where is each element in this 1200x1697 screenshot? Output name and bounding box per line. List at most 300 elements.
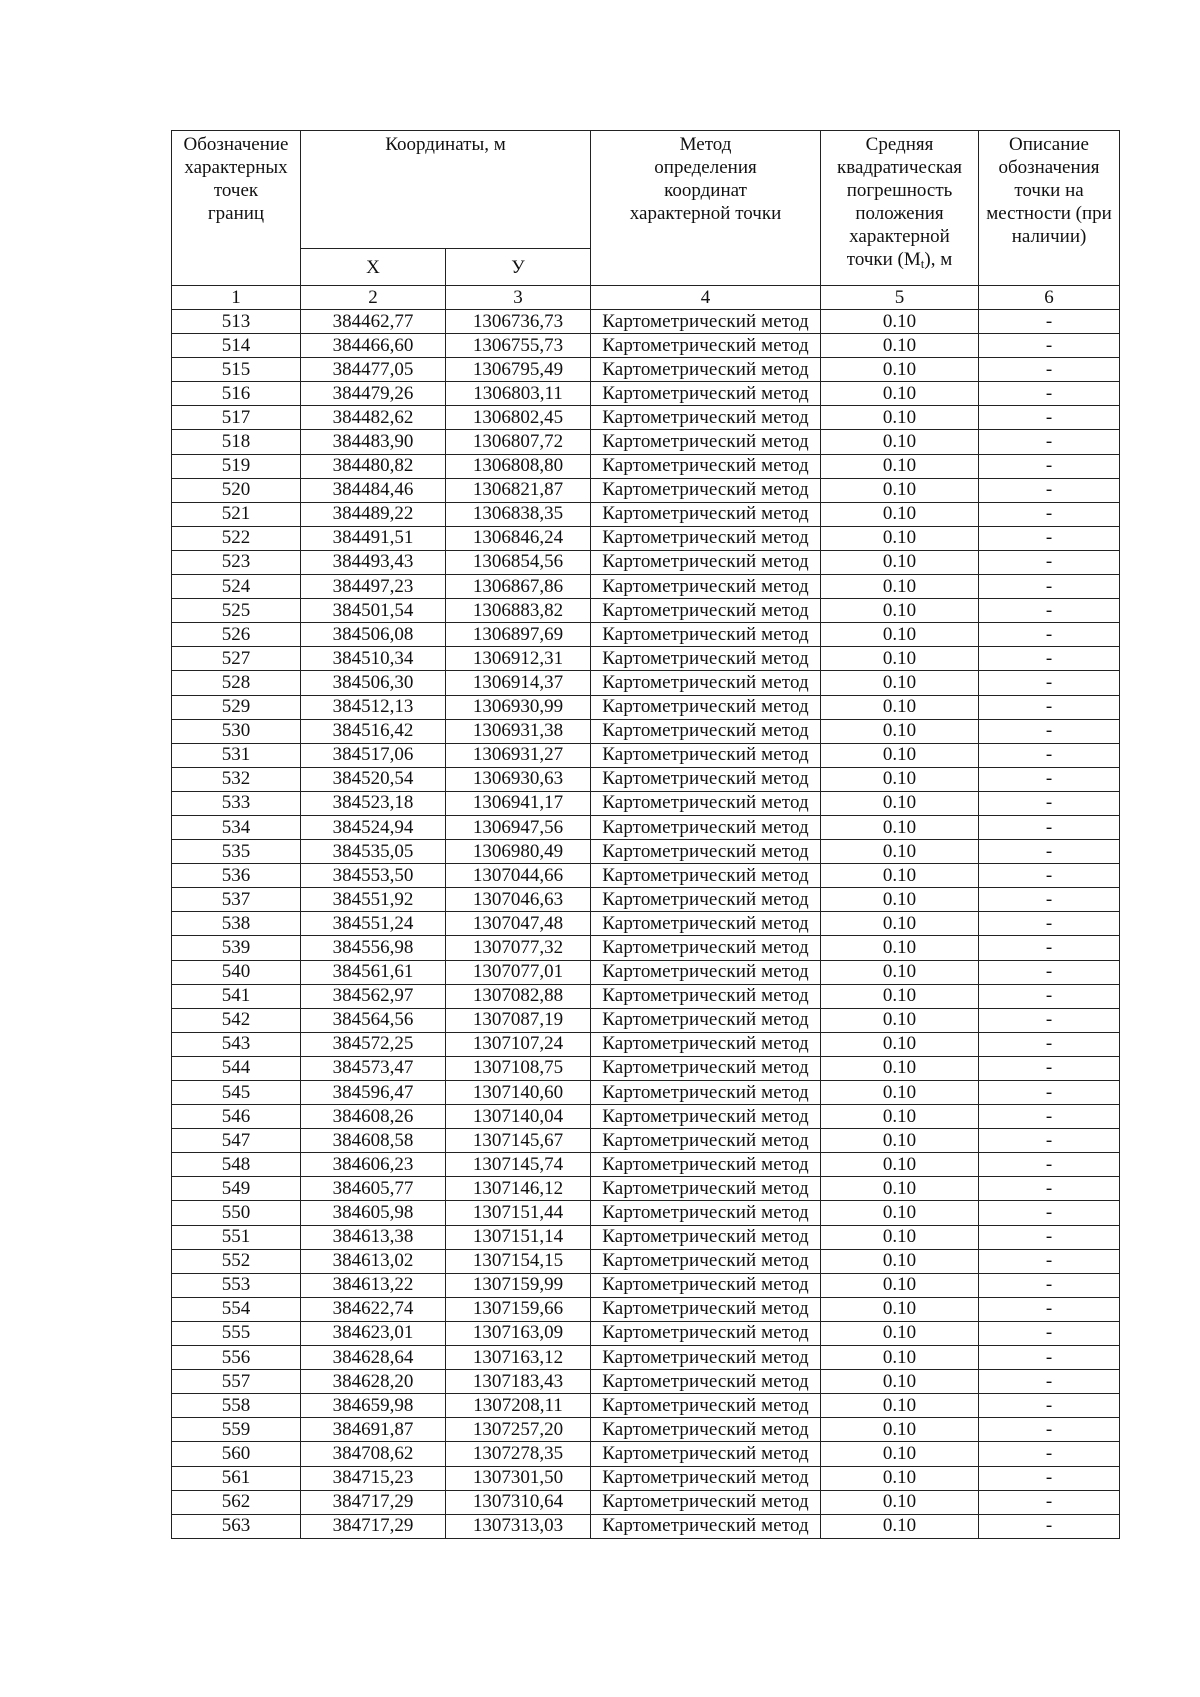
point-id-cell: 534 (172, 815, 301, 839)
y-coordinate-cell: 1307044,66 (446, 864, 591, 888)
y-coordinate-cell: 1306846,24 (446, 526, 591, 550)
table-row (172, 502, 1120, 526)
table-row (172, 1346, 1120, 1370)
x-coordinate-cell: 384506,30 (301, 671, 446, 695)
header-designation-line: точек (213, 180, 259, 201)
point-id-cell: 553 (172, 1273, 301, 1297)
table-row (172, 936, 1120, 960)
point-id-cell: 554 (172, 1297, 301, 1321)
method-cell: Картометрический метод (591, 888, 821, 912)
description-cell: - (979, 1008, 1120, 1032)
description-cell: - (979, 1466, 1120, 1490)
x-coordinate-cell: 384517,06 (301, 743, 446, 767)
method-cell: Картометрический метод (591, 550, 821, 574)
x-coordinate-cell: 384628,20 (301, 1370, 446, 1394)
x-coordinate-cell: 384613,38 (301, 1225, 446, 1249)
y-coordinate-cell: 1306807,72 (446, 430, 591, 454)
table-row (172, 526, 1120, 550)
header-method-line: определения (654, 157, 757, 178)
header-method-line: характерной точки (629, 203, 782, 224)
x-coordinate-cell: 384708,62 (301, 1442, 446, 1466)
x-coordinate-cell: 384608,26 (301, 1105, 446, 1129)
y-coordinate-cell: 1306755,73 (446, 334, 591, 358)
method-cell: Картометрический метод (591, 815, 821, 839)
table-row (172, 382, 1120, 406)
header-method (591, 131, 821, 286)
table-row (172, 1394, 1120, 1418)
error-cell: 0.10 (821, 647, 979, 671)
table-row (172, 430, 1120, 454)
y-coordinate-cell: 1306838,35 (446, 502, 591, 526)
point-id-cell: 532 (172, 767, 301, 791)
y-coordinate-cell: 1306867,86 (446, 575, 591, 599)
y-coordinate-cell: 1307140,04 (446, 1105, 591, 1129)
description-cell: - (979, 599, 1120, 623)
error-cell: 0.10 (821, 1370, 979, 1394)
table-row (172, 1056, 1120, 1080)
error-cell: 0.10 (821, 1105, 979, 1129)
description-cell: - (979, 406, 1120, 430)
x-coordinate-cell: 384551,92 (301, 888, 446, 912)
column-number: 6 (979, 286, 1120, 310)
table-row (172, 767, 1120, 791)
error-cell: 0.10 (821, 406, 979, 430)
table-row (172, 864, 1120, 888)
table-row (172, 912, 1120, 936)
error-cell: 0.10 (821, 960, 979, 984)
x-coordinate-cell: 384491,51 (301, 526, 446, 550)
error-cell: 0.10 (821, 575, 979, 599)
x-coordinate-cell: 384564,56 (301, 1008, 446, 1032)
x-coordinate-cell: 384556,98 (301, 936, 446, 960)
method-cell: Картометрический метод (591, 1081, 821, 1105)
method-cell: Картометрический метод (591, 1032, 821, 1056)
header-error (821, 131, 979, 286)
column-number: 3 (446, 286, 591, 310)
y-coordinate-cell: 1306931,38 (446, 719, 591, 743)
y-coordinate-cell: 1307313,03 (446, 1514, 591, 1538)
point-id-cell: 514 (172, 334, 301, 358)
method-cell: Картометрический метод (591, 502, 821, 526)
error-cell: 0.10 (821, 1249, 979, 1273)
description-cell: - (979, 1081, 1120, 1105)
description-cell: - (979, 430, 1120, 454)
y-coordinate-cell: 1306808,80 (446, 454, 591, 478)
table-row (172, 791, 1120, 815)
description-cell: - (979, 1297, 1120, 1321)
table-row (172, 623, 1120, 647)
method-cell: Картометрический метод (591, 984, 821, 1008)
header-error-subscript: t (920, 256, 925, 271)
table-row (172, 1008, 1120, 1032)
y-coordinate-cell: 1307163,09 (446, 1321, 591, 1345)
point-id-cell: 561 (172, 1466, 301, 1490)
error-cell: 0.10 (821, 1225, 979, 1249)
x-coordinate-cell: 384561,61 (301, 960, 446, 984)
method-cell: Картометрический метод (591, 1153, 821, 1177)
point-id-cell: 556 (172, 1346, 301, 1370)
point-id-cell: 563 (172, 1514, 301, 1538)
description-cell: - (979, 912, 1120, 936)
x-coordinate-cell: 384501,54 (301, 599, 446, 623)
method-cell: Картометрический метод (591, 599, 821, 623)
description-cell: - (979, 719, 1120, 743)
error-cell: 0.10 (821, 478, 979, 502)
table-row (172, 1129, 1120, 1153)
boundary-points-table (171, 130, 1120, 1539)
x-coordinate-cell: 384613,02 (301, 1249, 446, 1273)
y-coordinate-cell: 1306912,31 (446, 647, 591, 671)
description-cell: - (979, 840, 1120, 864)
y-coordinate-cell: 1307108,75 (446, 1056, 591, 1080)
method-cell: Картометрический метод (591, 526, 821, 550)
point-id-cell: 536 (172, 864, 301, 888)
description-cell: - (979, 623, 1120, 647)
table-row (172, 647, 1120, 671)
column-number: 5 (821, 286, 979, 310)
description-cell: - (979, 1321, 1120, 1345)
description-cell: - (979, 1129, 1120, 1153)
header-designation-line: Обозначение (183, 134, 289, 155)
column-number: 4 (591, 286, 821, 310)
header-x: Х (301, 248, 446, 285)
x-coordinate-cell: 384523,18 (301, 791, 446, 815)
error-cell: 0.10 (821, 936, 979, 960)
method-cell: Картометрический метод (591, 1321, 821, 1345)
method-cell: Картометрический метод (591, 575, 821, 599)
method-cell: Картометрический метод (591, 767, 821, 791)
table-row (172, 478, 1120, 502)
error-cell: 0.10 (821, 358, 979, 382)
description-cell: - (979, 1056, 1120, 1080)
error-cell: 0.10 (821, 888, 979, 912)
description-cell: - (979, 1514, 1120, 1538)
point-id-cell: 549 (172, 1177, 301, 1201)
x-coordinate-cell: 384535,05 (301, 840, 446, 864)
description-cell: - (979, 647, 1120, 671)
method-cell: Картометрический метод (591, 960, 821, 984)
method-cell: Картометрический метод (591, 743, 821, 767)
table-row (172, 310, 1120, 334)
error-cell: 0.10 (821, 912, 979, 936)
method-cell: Картометрический метод (591, 840, 821, 864)
x-coordinate-cell: 384483,90 (301, 430, 446, 454)
method-cell: Картометрический метод (591, 1442, 821, 1466)
point-id-cell: 559 (172, 1418, 301, 1442)
error-cell: 0.10 (821, 1514, 979, 1538)
point-id-cell: 518 (172, 430, 301, 454)
x-coordinate-cell: 384717,29 (301, 1514, 446, 1538)
error-cell: 0.10 (821, 1394, 979, 1418)
x-coordinate-cell: 384480,82 (301, 454, 446, 478)
method-cell: Картометрический метод (591, 1346, 821, 1370)
point-id-cell: 541 (172, 984, 301, 1008)
method-cell: Картометрический метод (591, 912, 821, 936)
x-coordinate-cell: 384605,98 (301, 1201, 446, 1225)
point-id-cell: 516 (172, 382, 301, 406)
method-cell: Картометрический метод (591, 623, 821, 647)
y-coordinate-cell: 1307257,20 (446, 1418, 591, 1442)
point-id-cell: 527 (172, 647, 301, 671)
point-id-cell: 522 (172, 526, 301, 550)
method-cell: Картометрический метод (591, 1249, 821, 1273)
y-coordinate-cell: 1307151,44 (446, 1201, 591, 1225)
point-id-cell: 537 (172, 888, 301, 912)
description-cell: - (979, 1442, 1120, 1466)
point-id-cell: 523 (172, 550, 301, 574)
boundary-points-table-container (171, 130, 1119, 1539)
point-id-cell: 558 (172, 1394, 301, 1418)
table-row (172, 1105, 1120, 1129)
method-cell: Картометрический метод (591, 1129, 821, 1153)
method-cell: Картометрический метод (591, 936, 821, 960)
y-coordinate-cell: 1306854,56 (446, 550, 591, 574)
table-row (172, 1177, 1120, 1201)
error-cell: 0.10 (821, 430, 979, 454)
table-row (172, 1490, 1120, 1514)
x-coordinate-cell: 384572,25 (301, 1032, 446, 1056)
description-cell: - (979, 575, 1120, 599)
x-coordinate-cell: 384613,22 (301, 1273, 446, 1297)
header-y: У (446, 248, 591, 285)
x-coordinate-cell: 384510,34 (301, 647, 446, 671)
x-coordinate-cell: 384715,23 (301, 1466, 446, 1490)
point-id-cell: 521 (172, 502, 301, 526)
table-row (172, 1297, 1120, 1321)
y-coordinate-cell: 1307046,63 (446, 888, 591, 912)
method-cell: Картометрический метод (591, 671, 821, 695)
error-cell: 0.10 (821, 623, 979, 647)
error-cell: 0.10 (821, 743, 979, 767)
description-cell: - (979, 1273, 1120, 1297)
table-row (172, 1153, 1120, 1177)
point-id-cell: 552 (172, 1249, 301, 1273)
x-coordinate-cell: 384623,01 (301, 1321, 446, 1345)
y-coordinate-cell: 1307146,12 (446, 1177, 591, 1201)
x-coordinate-cell: 384489,22 (301, 502, 446, 526)
point-id-cell: 555 (172, 1321, 301, 1345)
x-coordinate-cell: 384691,87 (301, 1418, 446, 1442)
x-coordinate-cell: 384608,58 (301, 1129, 446, 1153)
table-row (172, 695, 1120, 719)
point-id-cell: 550 (172, 1201, 301, 1225)
error-cell: 0.10 (821, 1081, 979, 1105)
table-row (172, 334, 1120, 358)
x-coordinate-cell: 384628,64 (301, 1346, 446, 1370)
x-coordinate-cell: 384551,24 (301, 912, 446, 936)
description-cell: - (979, 1370, 1120, 1394)
description-cell: - (979, 767, 1120, 791)
y-coordinate-cell: 1306931,27 (446, 743, 591, 767)
x-coordinate-cell: 384605,77 (301, 1177, 446, 1201)
y-coordinate-cell: 1307163,12 (446, 1346, 591, 1370)
point-id-cell: 545 (172, 1081, 301, 1105)
error-cell: 0.10 (821, 1297, 979, 1321)
table-row (172, 454, 1120, 478)
description-cell: - (979, 888, 1120, 912)
x-coordinate-cell: 384524,94 (301, 815, 446, 839)
point-id-cell: 535 (172, 840, 301, 864)
point-id-cell: 544 (172, 1056, 301, 1080)
point-id-cell: 539 (172, 936, 301, 960)
header-coordinates: Координаты, м (301, 131, 591, 249)
error-cell: 0.10 (821, 1273, 979, 1297)
header-description-line: точки на (1014, 180, 1084, 201)
method-cell: Картометрический метод (591, 1105, 821, 1129)
point-id-cell: 513 (172, 310, 301, 334)
header-error-line: погрешность (846, 180, 953, 201)
error-cell: 0.10 (821, 815, 979, 839)
error-cell: 0.10 (821, 695, 979, 719)
point-id-cell: 524 (172, 575, 301, 599)
y-coordinate-cell: 1306941,17 (446, 791, 591, 815)
description-cell: - (979, 1346, 1120, 1370)
y-coordinate-cell: 1306930,63 (446, 767, 591, 791)
header-error-line: квадратическая (837, 157, 962, 178)
y-coordinate-cell: 1307154,15 (446, 1249, 591, 1273)
y-coordinate-cell: 1306980,49 (446, 840, 591, 864)
description-cell: - (979, 358, 1120, 382)
error-cell: 0.10 (821, 310, 979, 334)
y-coordinate-cell: 1307278,35 (446, 1442, 591, 1466)
header-error-line-last (821, 248, 978, 275)
error-cell: 0.10 (821, 454, 979, 478)
description-cell: - (979, 502, 1120, 526)
table-row (172, 840, 1120, 864)
method-cell: Картометрический метод (591, 1297, 821, 1321)
y-coordinate-cell: 1306914,37 (446, 671, 591, 695)
error-cell: 0.10 (821, 1346, 979, 1370)
method-cell: Картометрический метод (591, 478, 821, 502)
error-cell: 0.10 (821, 334, 979, 358)
description-cell: - (979, 454, 1120, 478)
error-cell: 0.10 (821, 1418, 979, 1442)
description-cell: - (979, 1249, 1120, 1273)
y-coordinate-cell: 1307310,64 (446, 1490, 591, 1514)
description-cell: - (979, 1490, 1120, 1514)
method-cell: Картометрический метод (591, 1418, 821, 1442)
error-cell: 0.10 (821, 1466, 979, 1490)
error-cell: 0.10 (821, 984, 979, 1008)
table-row (172, 888, 1120, 912)
error-cell: 0.10 (821, 840, 979, 864)
header-error-suffix: ), м (924, 249, 953, 270)
description-cell: - (979, 1153, 1120, 1177)
table-row (172, 550, 1120, 574)
method-cell: Картометрический метод (591, 382, 821, 406)
y-coordinate-cell: 1306821,87 (446, 478, 591, 502)
table-row (172, 1466, 1120, 1490)
x-coordinate-cell: 384484,46 (301, 478, 446, 502)
column-number: 1 (172, 286, 301, 310)
y-coordinate-cell: 1307151,14 (446, 1225, 591, 1249)
header-description-line: обозначения (998, 157, 1100, 178)
method-cell: Картометрический метод (591, 1273, 821, 1297)
table-row (172, 984, 1120, 1008)
y-coordinate-cell: 1307140,60 (446, 1081, 591, 1105)
y-coordinate-cell: 1307047,48 (446, 912, 591, 936)
y-coordinate-cell: 1307159,99 (446, 1273, 591, 1297)
x-coordinate-cell: 384497,23 (301, 575, 446, 599)
point-id-cell: 519 (172, 454, 301, 478)
x-coordinate-cell: 384606,23 (301, 1153, 446, 1177)
table-row (172, 1370, 1120, 1394)
point-id-cell: 533 (172, 791, 301, 815)
header-description-line: наличии) (1011, 226, 1087, 247)
x-coordinate-cell: 384482,62 (301, 406, 446, 430)
point-id-cell: 551 (172, 1225, 301, 1249)
x-coordinate-cell: 384516,42 (301, 719, 446, 743)
header-error-line: характерной (849, 226, 950, 247)
table-row (172, 358, 1120, 382)
header-description-line: местности (при (986, 203, 1112, 224)
y-coordinate-cell: 1307301,50 (446, 1466, 591, 1490)
method-cell: Картометрический метод (591, 1490, 821, 1514)
point-id-cell: 543 (172, 1032, 301, 1056)
point-id-cell: 547 (172, 1129, 301, 1153)
table-row (172, 599, 1120, 623)
point-id-cell: 557 (172, 1370, 301, 1394)
x-coordinate-cell: 384466,60 (301, 334, 446, 358)
table-row (172, 1321, 1120, 1345)
table-row (172, 719, 1120, 743)
error-cell: 0.10 (821, 1321, 979, 1345)
x-coordinate-cell: 384596,47 (301, 1081, 446, 1105)
error-cell: 0.10 (821, 1177, 979, 1201)
point-id-cell: 530 (172, 719, 301, 743)
description-cell: - (979, 791, 1120, 815)
method-cell: Картометрический метод (591, 1514, 821, 1538)
x-coordinate-cell: 384479,26 (301, 382, 446, 406)
x-coordinate-cell: 384622,74 (301, 1297, 446, 1321)
point-id-cell: 515 (172, 358, 301, 382)
y-coordinate-cell: 1307159,66 (446, 1297, 591, 1321)
error-cell: 0.10 (821, 526, 979, 550)
error-cell: 0.10 (821, 1442, 979, 1466)
point-id-cell: 525 (172, 599, 301, 623)
method-cell: Картометрический метод (591, 454, 821, 478)
table-row (172, 743, 1120, 767)
method-cell: Картометрический метод (591, 358, 821, 382)
y-coordinate-cell: 1307183,43 (446, 1370, 591, 1394)
description-cell: - (979, 815, 1120, 839)
x-coordinate-cell: 384562,97 (301, 984, 446, 1008)
table-row (172, 815, 1120, 839)
error-cell: 0.10 (821, 1490, 979, 1514)
description-cell: - (979, 1394, 1120, 1418)
x-coordinate-cell: 384659,98 (301, 1394, 446, 1418)
x-coordinate-cell: 384477,05 (301, 358, 446, 382)
table-row (172, 1081, 1120, 1105)
y-coordinate-cell: 1307082,88 (446, 984, 591, 1008)
error-cell: 0.10 (821, 719, 979, 743)
method-cell: Картометрический метод (591, 334, 821, 358)
table-row (172, 1032, 1120, 1056)
table-body (172, 310, 1120, 1539)
x-coordinate-cell: 384573,47 (301, 1056, 446, 1080)
y-coordinate-cell: 1306947,56 (446, 815, 591, 839)
y-coordinate-cell: 1307208,11 (446, 1394, 591, 1418)
description-cell: - (979, 1418, 1120, 1442)
description-cell: - (979, 334, 1120, 358)
error-cell: 0.10 (821, 767, 979, 791)
description-cell: - (979, 1105, 1120, 1129)
header-description (979, 131, 1120, 286)
description-cell: - (979, 984, 1120, 1008)
y-coordinate-cell: 1306736,73 (446, 310, 591, 334)
point-id-cell: 548 (172, 1153, 301, 1177)
y-coordinate-cell: 1306897,69 (446, 623, 591, 647)
